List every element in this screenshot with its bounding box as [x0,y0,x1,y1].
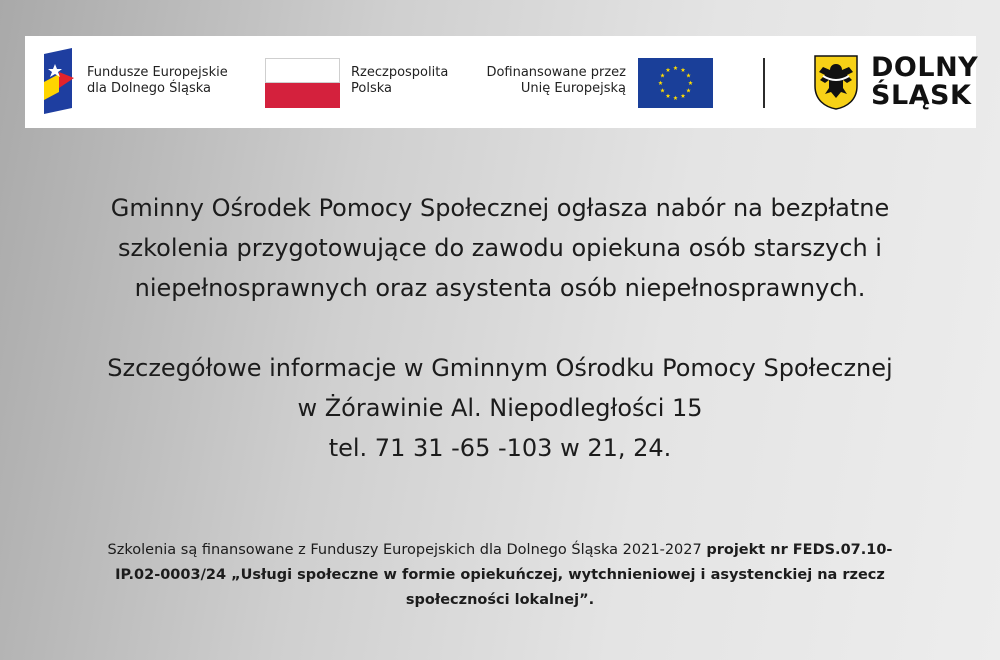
contact-details [0,348,1000,468]
republic-label [351,65,448,97]
european-funds-logo-icon [41,48,77,114]
funding-project-title: IP.02-0003/24 „Usługi społeczne w formie opiekuńczej, wytchnieniowej i asystenckiej na rzecz [115,567,885,583]
rp-line1: Rzeczpospolita [351,65,449,80]
european-funds-label [87,65,228,97]
dof-line1: Dofinansowane przez [486,65,626,80]
funding-note [40,538,960,613]
dof-line2: Unię Europejską [520,81,626,96]
details-line: Szczegółowe informacje w Gminnym Ośrodku Pomocy Społecznej [107,354,893,382]
lower-silesia-label [871,54,978,110]
funding-line-3 [40,588,960,613]
announcement-line: szkolenia przygotowujące do zawodu opiekuna osób starszych i [118,234,882,262]
logo-bar [25,36,979,128]
cofinanced-label [479,65,626,97]
fe-line1: Fundusze Europejskie [87,65,228,80]
flag-red-stripe [265,83,340,108]
funding-line-2 [40,563,960,588]
funding-regular-text: Szkolenia są finansowane z Funduszy Europejskich dla Dolnego Śląska 2021-2027 [107,542,707,558]
ds-line2: ŚLĄSK [871,80,972,111]
details-line: w Żórawinie Al. Niepodległości 15 [297,394,703,422]
funding-line-1 [40,538,960,563]
funding-project-title-end: społeczności lokalnej”. [405,592,595,608]
fe-line2: dla Dolnego Śląska [87,81,211,96]
announcement-line: niepełnosprawnych oraz asystenta osób niepełnosprawnych. [134,274,866,302]
announcement-line: Gminny Ośrodek Pomocy Społecznej ogłasza nabór na bezpłatne [110,194,890,222]
lower-silesia-eagle-icon [813,54,859,110]
details-line: tel. 71 31 -65 -103 w 21, 24. [328,434,672,462]
eu-flag-icon [638,58,713,108]
funding-project-number: projekt nr FEDS.07.10- [706,542,893,558]
announcement-text [0,188,1000,308]
flag-white-stripe [265,58,340,83]
rp-line2: Polska [351,81,392,96]
polish-flag-icon [265,58,340,108]
logo-divider [763,58,765,108]
ds-line1: DOLNY [871,52,979,83]
